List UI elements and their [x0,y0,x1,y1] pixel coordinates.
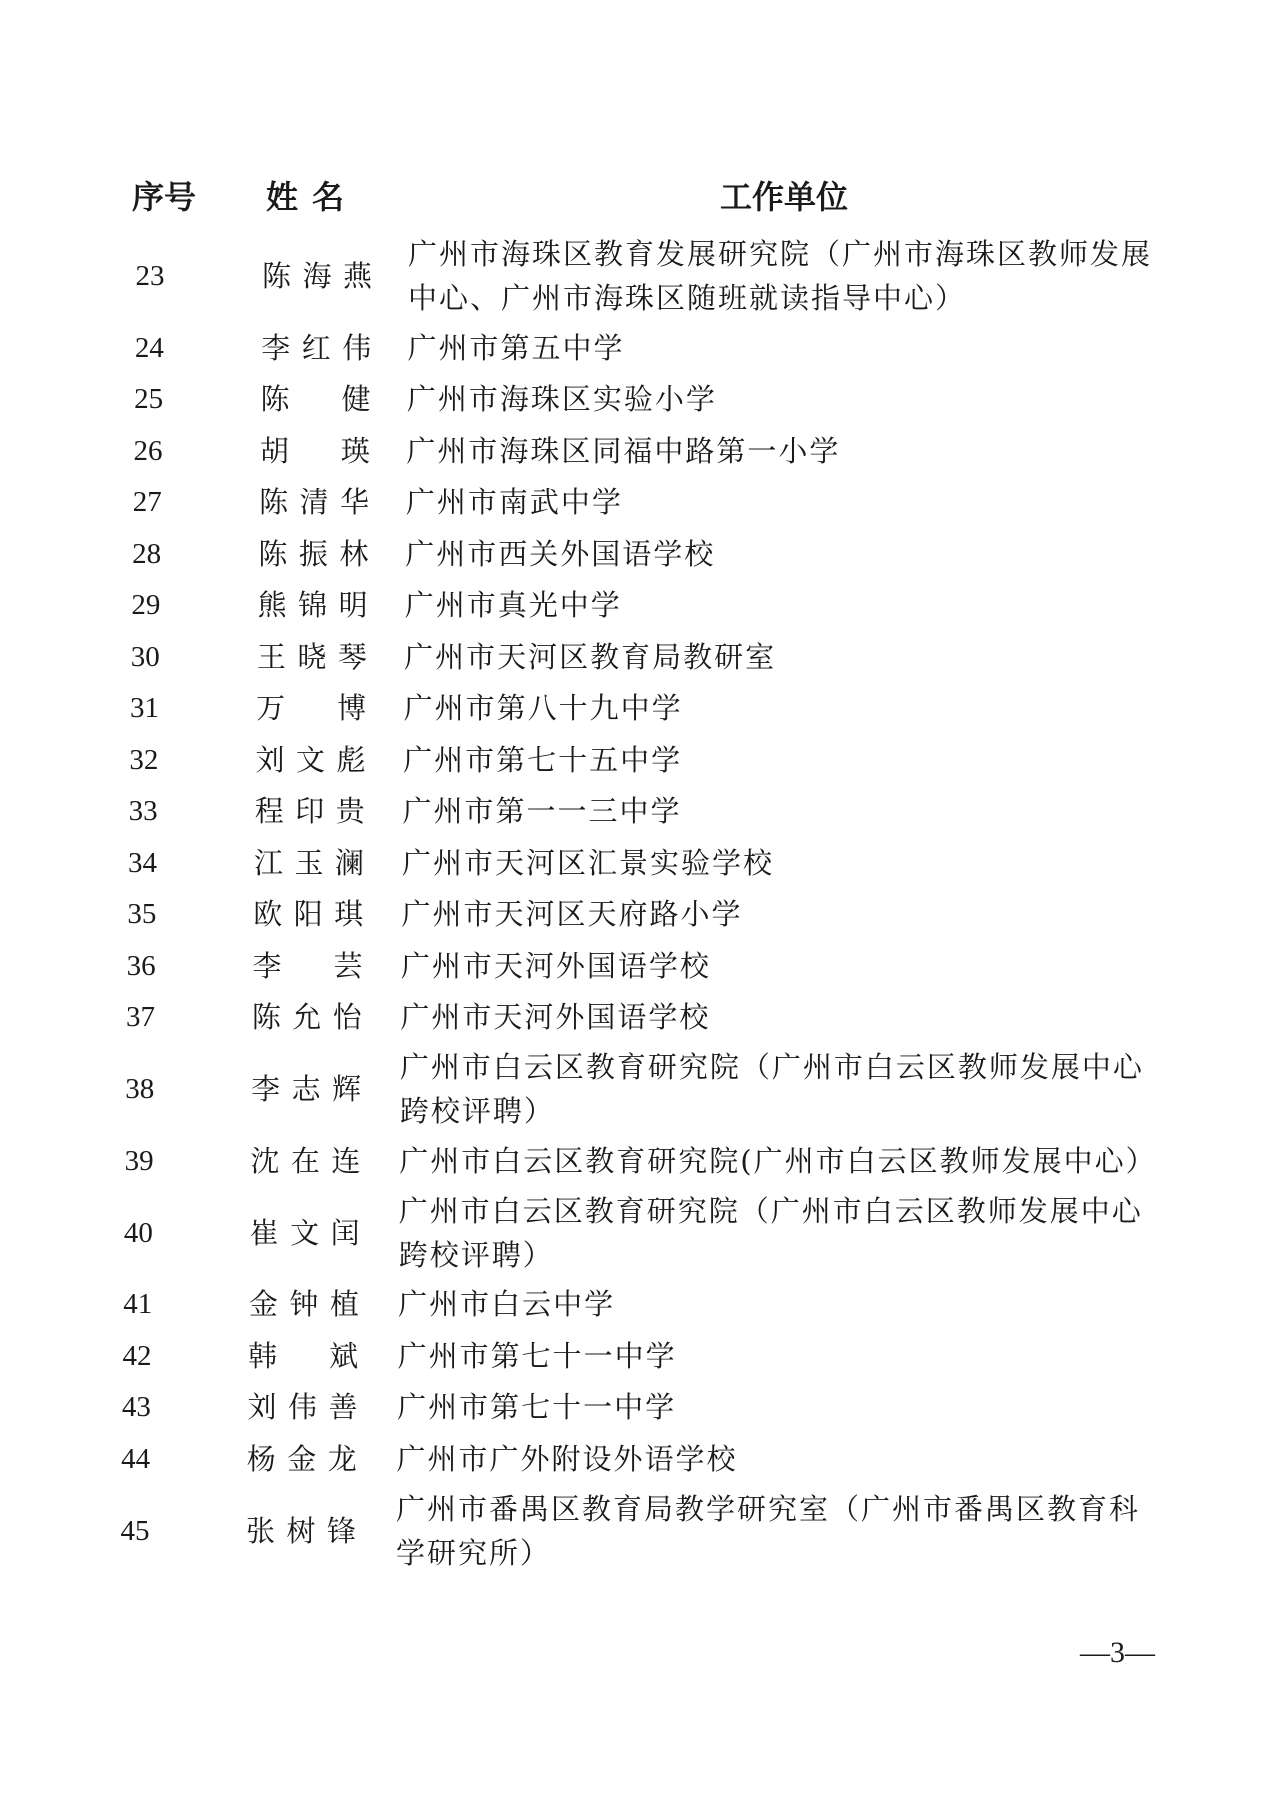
row-serial-number: 26 [133,434,163,467]
header-serial-number: 序号 [132,178,197,216]
row-work-unit [406,429,1196,473]
table-row [0,940,1280,992]
work-unit-line: 广州市天河外国语学校 [400,1000,711,1035]
row-serial-number: 42 [122,1339,152,1372]
work-unit-line: 广州市第七十一中学 [397,1390,677,1425]
row-work-unit [399,1189,1189,1277]
row-person-name: 韩斌 [248,1338,359,1373]
row-serial-number: 31 [130,692,160,725]
work-unit-line: 跨校评聘） [399,1094,555,1128]
row-work-unit [398,1334,1188,1378]
row-person-name: 陈允怡 [251,1000,362,1035]
table-row [0,477,1280,529]
row-work-unit [406,480,1196,524]
row-person-name: 李红伟 [261,330,372,365]
table-row [0,374,1280,426]
work-unit-line: 广州市天河区教育局教研室 [404,639,777,674]
work-unit-line: 广州市第七十一中学 [397,1338,677,1373]
row-work-unit [408,232,1198,320]
work-unit-line: 广州市第五中学 [407,330,625,365]
row-person-name: 胡瑛 [259,433,370,468]
row-work-unit [407,326,1197,370]
header-work-unit: 工作单位 [720,178,849,216]
table-row [0,837,1280,889]
table-row [0,1330,1280,1382]
table-row [0,734,1280,786]
row-serial-number: 30 [130,640,160,673]
row-serial-number: 33 [128,795,158,828]
row-work-unit [396,1487,1186,1575]
row-work-unit [400,995,1190,1039]
row-serial-number: 44 [121,1442,151,1475]
row-person-name: 杨金龙 [246,1441,357,1476]
row-work-unit [403,738,1193,782]
work-unit-line: 广州市广外附设外语学校 [396,1441,738,1476]
row-serial-number: 36 [126,949,156,982]
row-person-name: 万博 [256,691,367,726]
row-work-unit [403,789,1193,833]
table-row [0,786,1280,838]
row-work-unit [397,1437,1187,1481]
row-work-unit [405,532,1195,576]
work-unit-line: 广州市天河区天府路小学 [401,897,743,932]
table-row [0,1382,1280,1434]
row-serial-number: 39 [124,1144,154,1177]
table-row [0,683,1280,735]
work-unit-line: 广州市天河外国语学校 [400,948,711,983]
table-row [0,1433,1280,1485]
row-work-unit [401,892,1191,936]
row-serial-number: 41 [123,1288,153,1321]
row-person-name: 刘伟善 [247,1390,358,1425]
work-unit-line: 广州市海珠区教育发展研究院（广州市海珠区教师发展 [408,237,1153,271]
work-unit-line: 广州市白云区教育研究院(广州市白云区教师发展中心） [399,1143,1157,1178]
row-work-unit [404,635,1194,679]
work-unit-line: 广州市白云区教育研究院（广州市白云区教师发展中心 [398,1193,1143,1228]
work-unit-line: 广州市番禺区教育局教学研究室（广州市番禺区教育科 [396,1491,1141,1526]
row-serial-number: 37 [125,1001,155,1034]
work-unit-line: 广州市白云中学 [398,1287,616,1322]
table-row [0,992,1280,1044]
row-person-name: 金钟植 [248,1287,359,1322]
row-work-unit [397,1385,1187,1429]
table-body [0,230,1280,1577]
row-serial-number: 24 [134,331,164,364]
work-unit-line: 广州市第一一三中学 [402,794,682,829]
row-person-name: 陈海燕 [262,259,372,293]
header-name: 姓名 [266,178,359,216]
work-unit-line: 学研究所） [396,1535,552,1570]
row-serial-number: 29 [131,589,161,622]
work-unit-line: 广州市西关外国语学校 [405,536,716,571]
table-row [0,1043,1280,1135]
row-serial-number: 28 [132,537,162,570]
table-row [0,1135,1280,1187]
table-row [0,1279,1280,1331]
work-unit-line: 广州市第七十五中学 [403,742,683,777]
work-unit-line: 中心、广州市海珠区随班就读指导中心） [408,281,967,315]
row-person-name: 陈振林 [258,536,369,571]
row-person-name: 刘文彪 [255,742,366,777]
work-unit-line: 广州市海珠区实验小学 [406,382,717,417]
row-person-name: 欧阳琪 [253,897,364,932]
table-row [0,1485,1280,1577]
work-unit-line: 广州市南武中学 [405,485,623,520]
work-unit-line: 广州市白云区教育研究院（广州市白云区教师发展中心 [399,1050,1144,1084]
work-unit-line: 广州市第八十九中学 [403,691,683,726]
row-serial-number: 27 [132,486,162,519]
row-serial-number: 38 [125,1073,155,1105]
table-header [0,172,1280,222]
table-row [0,889,1280,941]
row-work-unit [407,377,1197,421]
row-serial-number: 34 [128,846,157,879]
row-person-name: 张树锋 [246,1513,356,1548]
row-work-unit [399,1139,1189,1183]
row-person-name: 陈清华 [259,485,370,520]
row-person-name: 陈健 [260,382,371,417]
work-unit-line: 广州市天河区汇景实验学校 [402,845,775,880]
row-person-name: 李志辉 [251,1072,362,1106]
row-work-unit [404,686,1194,730]
row-serial-number: 43 [121,1391,151,1424]
table-row [0,528,1280,580]
table-row [0,580,1280,632]
row-person-name: 沈在连 [250,1143,361,1178]
table-row [0,230,1280,322]
row-work-unit [405,583,1195,627]
row-person-name: 李芸 [252,948,363,983]
row-work-unit [398,1282,1188,1326]
page-number: —3— [1080,1636,1155,1669]
row-work-unit [401,944,1191,988]
row-serial-number: 25 [134,383,164,416]
table-row [0,425,1280,477]
table-row [0,631,1280,683]
row-work-unit [402,841,1192,885]
row-serial-number: 32 [129,743,159,776]
row-serial-number: 40 [123,1216,153,1249]
row-person-name: 程印贵 [254,794,365,829]
row-serial-number: 23 [135,260,165,292]
row-work-unit [400,1045,1190,1133]
table-row [0,322,1280,374]
row-serial-number: 35 [127,898,157,931]
work-unit-line: 广州市海珠区同福中路第一小学 [406,433,841,468]
table-row [0,1187,1280,1279]
row-serial-number: 45 [120,1514,150,1547]
work-unit-line: 跨校评聘） [398,1237,554,1272]
work-unit-line: 广州市真光中学 [404,588,622,623]
row-person-name: 熊锦明 [257,588,368,623]
row-person-name: 王晓琴 [256,639,367,674]
row-person-name: 江玉澜 [254,845,364,880]
row-person-name: 崔文闰 [249,1215,360,1250]
